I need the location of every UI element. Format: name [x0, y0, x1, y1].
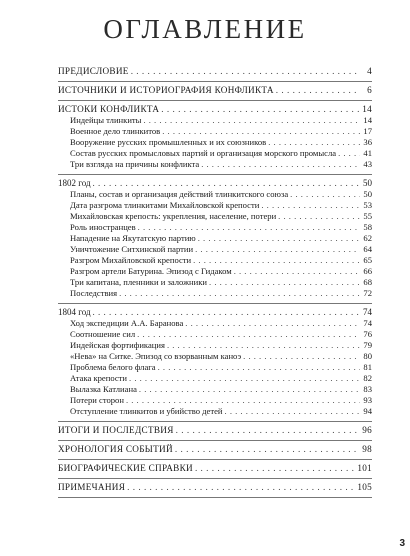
leader-dots [161, 104, 360, 115]
toc-entry-page: 65 [363, 255, 372, 265]
toc-entry-page: 93 [363, 395, 372, 405]
toc-subentry [58, 189, 372, 200]
toc-entry-page: 83 [363, 384, 372, 394]
toc-entry-page: 4 [367, 66, 372, 76]
toc-entry-label: Проблема белого флага [70, 362, 156, 372]
toc-entry-page: 98 [362, 444, 372, 454]
leader-dots [225, 406, 360, 417]
toc-entry-page: 36 [363, 137, 372, 147]
leader-dots [93, 307, 360, 318]
toc-entry-label: Вооружение русских промышленных и их союзников [70, 137, 267, 147]
leader-dots [276, 85, 360, 96]
toc-entry-page: 50 [363, 178, 372, 188]
leader-dots [158, 362, 360, 373]
toc-subentry [58, 288, 372, 299]
toc-subentry [58, 340, 372, 351]
page-title: ОГЛАВЛЕНИЕ [103, 14, 307, 44]
leader-dots [201, 159, 360, 170]
toc-entry-label: Состав русских промысловых партий и организация морского промысла [70, 148, 337, 158]
toc-subentry [58, 373, 372, 384]
leader-dots [338, 148, 360, 159]
divider [58, 478, 372, 479]
divider [58, 81, 372, 82]
toc-entry-label: «Нева» на Ситке. Эпизод со взорванным каноэ [70, 351, 242, 361]
leader-dots [198, 233, 360, 244]
toc-subentry [58, 395, 372, 406]
toc-entry-page: 68 [363, 277, 372, 287]
toc-entry-label: Разгром Михайловской крепости [70, 255, 192, 265]
toc-entry-page: 41 [363, 148, 372, 158]
toc-entry-label: ПРЕДИСЛОВИЕ [58, 66, 129, 76]
toc-entry-label: Военное дело тлинкитов [70, 126, 161, 136]
table-of-contents [58, 66, 372, 501]
toc-entry-page: 55 [363, 211, 372, 221]
divider [58, 497, 372, 498]
toc-entry-1802 [58, 178, 372, 189]
toc-subentry [58, 233, 372, 244]
divider [58, 421, 372, 422]
toc-entry-page: 105 [357, 482, 372, 492]
leader-dots [261, 200, 360, 211]
toc-entry-page: 58 [363, 222, 372, 232]
toc-entry-page: 96 [362, 425, 372, 435]
toc-entry-label: Разгром артели Батурина. Эпизод с Гидаком [70, 266, 232, 276]
leader-dots [138, 222, 360, 233]
leader-dots [131, 66, 360, 77]
leader-dots [195, 244, 360, 255]
divider [58, 174, 372, 175]
leader-dots [268, 137, 360, 148]
toc-entry-page: 74 [363, 318, 372, 328]
leader-dots [162, 126, 360, 137]
toc-entry-page: 43 [363, 159, 372, 169]
leader-dots [93, 178, 360, 189]
toc-subentry [58, 126, 372, 137]
toc-subentry [58, 244, 372, 255]
toc-entry-label: 1804 год [58, 307, 91, 317]
divider [58, 459, 372, 460]
toc-subentry [58, 329, 372, 340]
toc-entry-page: 66 [363, 266, 372, 276]
leader-dots [119, 288, 360, 299]
toc-entry-label: Потери сторон [70, 395, 124, 405]
toc-subentry [58, 266, 372, 277]
toc-entry-label: ХРОНОЛОГИЯ СОБЫТИЙ [58, 444, 173, 454]
toc-entry-page: 50 [363, 189, 372, 199]
toc-entry-label: Последствия [70, 288, 118, 298]
toc-entry-page: 94 [363, 406, 372, 416]
toc-entry-1804 [58, 307, 372, 318]
leader-dots [127, 482, 355, 493]
toc-entry-page: 53 [363, 200, 372, 210]
toc-entry-page: 6 [367, 85, 372, 95]
toc-subentry [58, 148, 372, 159]
toc-entry-page: 76 [363, 329, 372, 339]
toc-entry-page: 17 [363, 126, 372, 136]
toc-entry-page: 80 [363, 351, 372, 361]
toc-entry-page: 74 [363, 307, 372, 317]
toc-subentry [58, 351, 372, 362]
toc-entry-label: Михайловская крепость: укрепления, население, потери [70, 211, 277, 221]
toc-entry-label: ИСТОКИ КОНФЛИКТА [58, 104, 160, 114]
leader-dots [185, 318, 360, 329]
toc-entry-label: Три капитана, пленники и заложники [70, 277, 208, 287]
leader-dots [243, 351, 360, 362]
toc-subentry [58, 406, 372, 417]
toc-entry-label: 1802 год [58, 178, 91, 188]
leader-dots [193, 255, 360, 266]
leader-dots [139, 384, 360, 395]
page-number: 3 [399, 538, 405, 549]
toc-entry-label: Роль иностранцев [70, 222, 136, 232]
toc-entry-label: Ход экспедиции А.А. Баранова [70, 318, 184, 328]
toc-entry-label: Уничтожение Ситхинской партии [70, 244, 194, 254]
toc-subentry [58, 159, 372, 170]
leader-dots [143, 115, 360, 126]
toc-entry-page: 79 [363, 340, 372, 350]
toc-subentry [58, 255, 372, 266]
toc-entry-page: 81 [363, 362, 372, 372]
divider [58, 100, 372, 101]
leader-dots [129, 373, 360, 384]
divider [58, 303, 372, 304]
toc-entry-label: Отступление тлинкитов и убийство детей [70, 406, 223, 416]
toc-entry-label: Планы, состав и организация действий тлинкитского союза [70, 189, 289, 199]
leader-dots [278, 211, 360, 222]
toc-entry-page: 64 [363, 244, 372, 254]
leader-dots [290, 189, 360, 200]
toc-subentry [58, 200, 372, 211]
toc-entry-label: ПРИМЕЧАНИЯ [58, 482, 126, 492]
toc-entry-bio [58, 463, 372, 474]
leader-dots [167, 340, 360, 351]
leader-dots [209, 277, 360, 288]
toc-subentry [58, 384, 372, 395]
toc-subentry [58, 318, 372, 329]
leader-dots [137, 329, 360, 340]
toc-subentry [58, 362, 372, 373]
toc-entry-label: Нападение на Якутатскую партию [70, 233, 196, 243]
leader-dots [234, 266, 360, 277]
toc-entry-preface [58, 66, 372, 77]
toc-entry-chronology [58, 444, 372, 455]
toc-entry-label: Индейская фортификация [70, 340, 165, 350]
divider [58, 440, 372, 441]
toc-entry-label: БИОГРАФИЧЕСКИЕ СПРАВКИ [58, 463, 193, 473]
toc-entry-results [58, 425, 372, 436]
leader-dots [176, 425, 360, 436]
toc-subentry [58, 222, 372, 233]
toc-subentry [58, 137, 372, 148]
toc-entry-label: Вылазка Катлиана [70, 384, 137, 394]
toc-entry-page: 62 [363, 233, 372, 243]
toc-subentry [58, 277, 372, 288]
toc-entry-notes [58, 482, 372, 493]
leader-dots [126, 395, 360, 406]
toc-entry-origins [58, 104, 372, 115]
toc-entry-label: Три взгляда на причины конфликта [70, 159, 200, 169]
toc-entry-label: Дата разгрома тлинкитами Михайловской крепости [70, 200, 260, 210]
toc-subentry [58, 115, 372, 126]
leader-dots [195, 463, 355, 474]
toc-entry-page: 101 [357, 463, 372, 473]
toc-entry-label: ИСТОЧНИКИ И ИСТОРИОГРАФИЯ КОНФЛИКТА [58, 85, 274, 95]
toc-entry-page: 14 [363, 115, 372, 125]
toc-entry-label: ИТОГИ И ПОСЛЕДСТВИЯ [58, 425, 174, 435]
toc-entry-label: Атака крепости [70, 373, 128, 383]
toc-entry-label: Индейцы тлинкиты [70, 115, 142, 125]
toc-entry-label: Соотношение сил [70, 329, 136, 339]
toc-entry-page: 14 [362, 104, 372, 114]
toc-entry-page: 82 [363, 373, 372, 383]
toc-subentry [58, 211, 372, 222]
toc-entry-page: 72 [363, 288, 372, 298]
toc-entry-sources [58, 85, 372, 96]
leader-dots [175, 444, 360, 455]
